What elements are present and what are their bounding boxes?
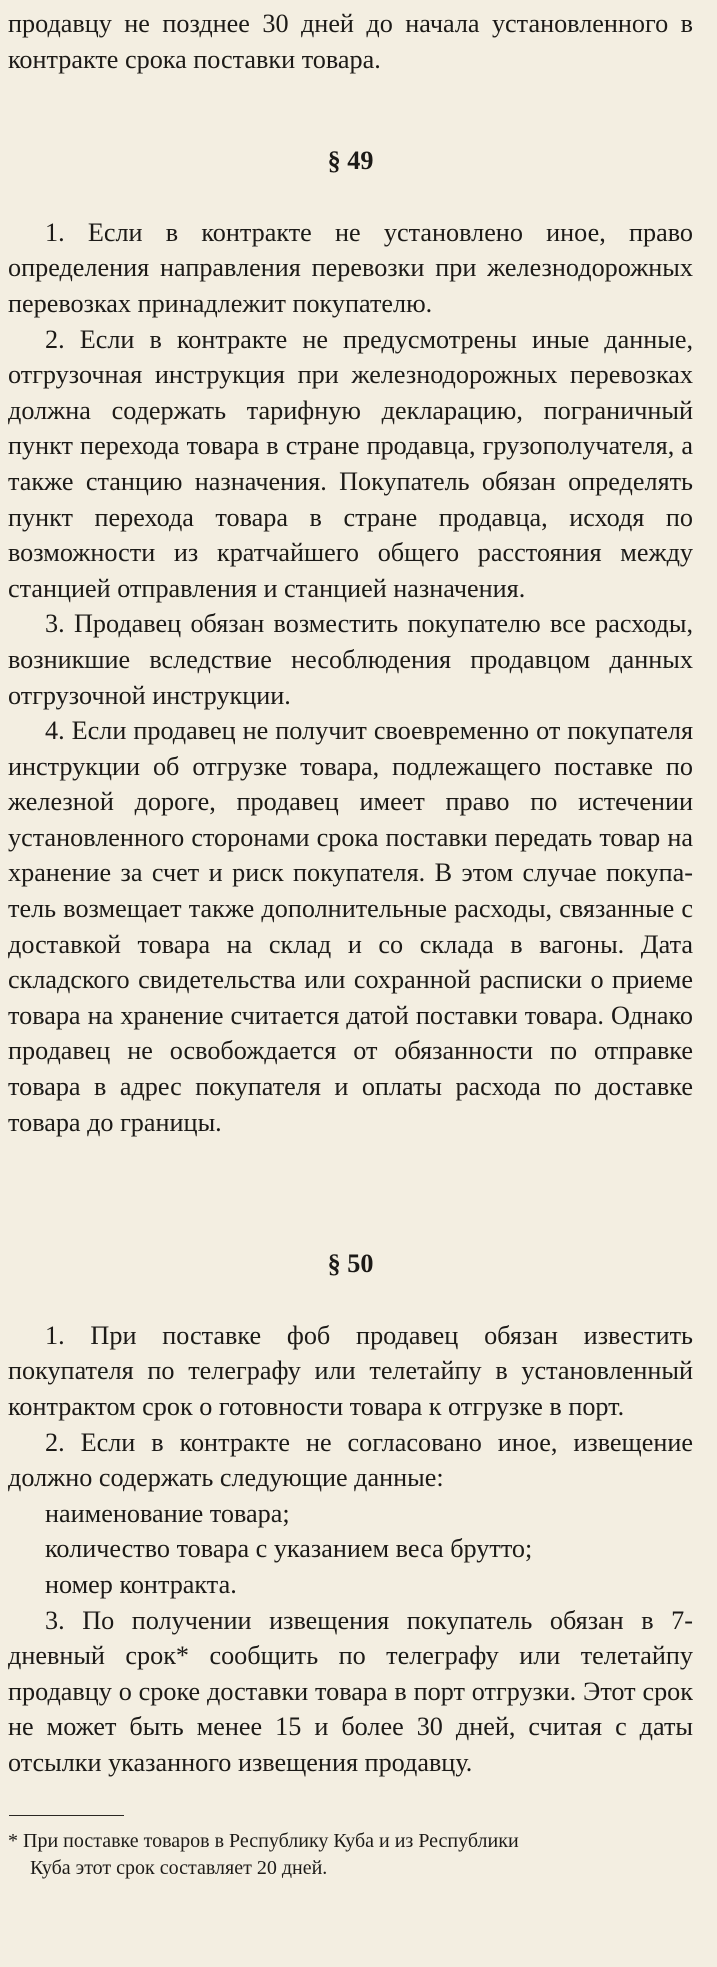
section-49-paragraph-2: 2. Если в контракте не предусмотрены иные данные, отгрузочная инструкция при железнодорожных перевозках должна содержать тарифную декларацию, пограничный пункт перехода товара в стране продавца, грузополучателя, а также станцию назначения. Покупатель обязан определять пункт перехода товара в стране продавца, исходя по возможности из кратчайшего общего расстояния между станцией отправления и станцией назначения. — [8, 324, 693, 603]
section-49-paragraph-3: 3. Продавец обязан возместить покупателю все расходы, возникшие вследствие несоблюдения продавцом данных отгрузочной инструкции. — [8, 609, 693, 710]
section-49-paragraph-4: 4. Если продавец не получит своевременно от покупателя инструкции об отгрузке товара, подлежащего поставке по железной дороге, продавец имеет право по истечении установленного сторонами срока поставки передать товар на хранение за счет и риск покупателя. В этом случае покупатель возмещает также дополнительные расходы, связанные с доставкой товара на склад и со склада в вагоны. Дата складского свидетельства или сохранной расписки о приеме товара на хранение считается датой поставки товара. Однако продавец не освобождается от обязанности по отправке товара в адрес покупателя и оплаты расхода по доставке товара до границы. — [8, 716, 693, 1137]
footnote — [8, 1828, 693, 1882]
footnote-line-2: Куба этот срок составляет 20 дней. — [30, 1856, 328, 1879]
section-50-paragraph-3: 3. По получении извещения покупатель обязан в 7-дневный срок* сообщить по телеграфу или телетайпу продавцу о сроке доставки товара в порт отгрузки. Этот срок не может быть менее 15 и более 30 дней, считая с даты отсылки указанного извещения продавцу. — [8, 1605, 693, 1777]
footnote-line-1: * При поставке товаров в Республику Куба и из Республики — [8, 1829, 519, 1852]
section-50-list-item: номер контракта. — [45, 1569, 237, 1599]
section-50-list-item: наименование товара; — [45, 1498, 290, 1528]
section-50-list-item: количество товара с указанием веса брутто; — [45, 1534, 533, 1564]
section-50-paragraph-2: 2. Если в контракте не согласовано иное, извещение должно содержать следующие данные: — [8, 1427, 693, 1493]
page-content — [8, 0, 693, 1882]
section-49-paragraph-1: 1. Если в контракте не установлено иное, право определения направления перевозки при железнодорожных перевозках принадлежит покупателю. — [8, 217, 693, 318]
section-50-paragraph-1: 1. При поставке фоб продавец обязан известить покупателя по телеграфу или телетайпу в установленный контрактом срок о готовности товара к отгрузке в порт. — [8, 1320, 693, 1421]
section-50-title: § 50 — [327, 1249, 374, 1279]
section-49-title: § 49 — [327, 146, 374, 176]
continuation-paragraph: продавцу не позднее 30 дней до начала установленного в контракте срока поставки товара. — [8, 9, 693, 74]
